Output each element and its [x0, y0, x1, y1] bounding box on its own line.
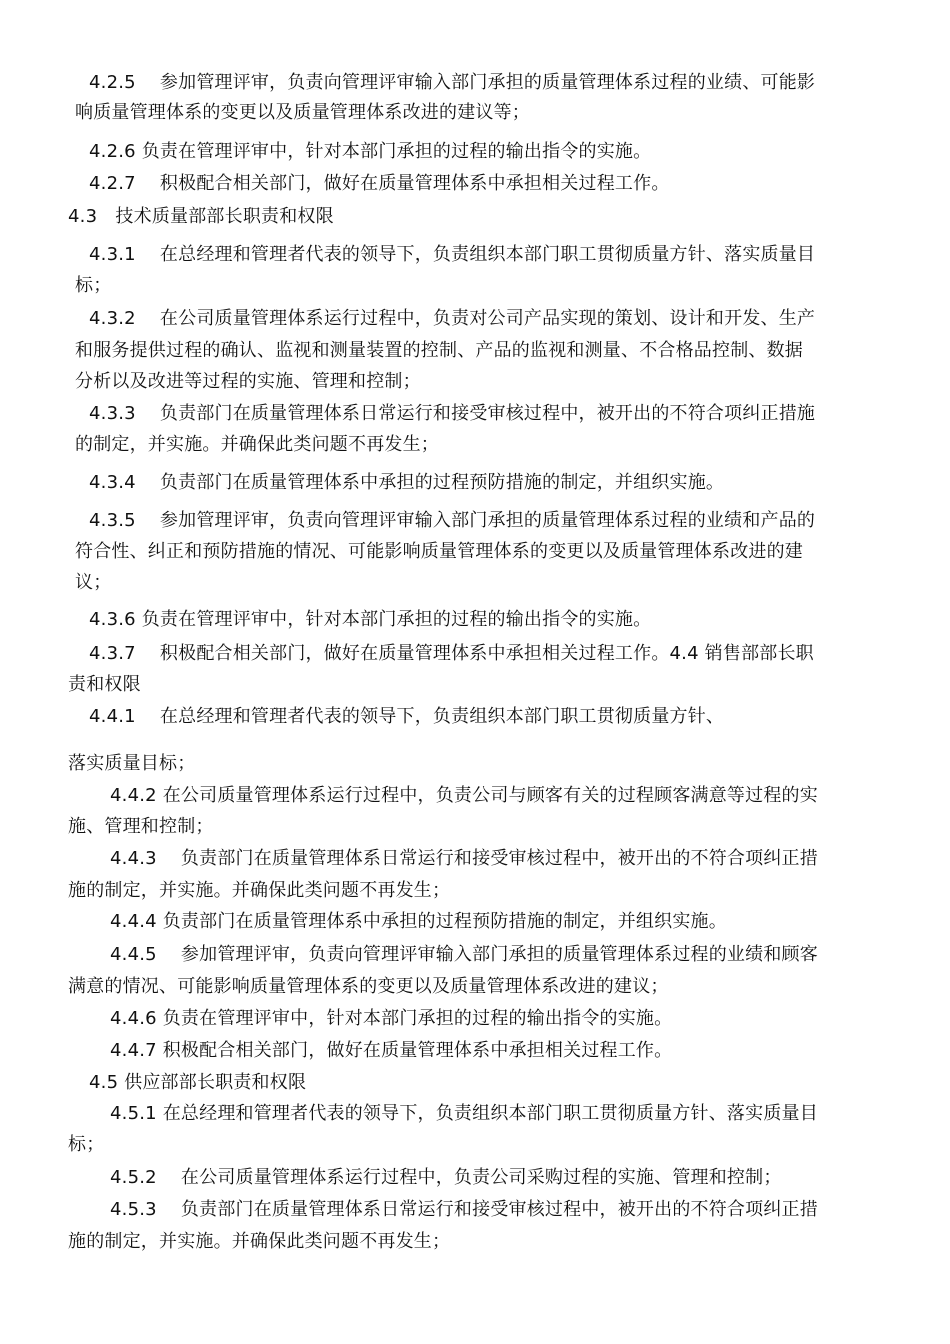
text-line-15: 符合性、纠正和预防措施的情况、可能影响质量管理体系的变更以及质量管理体系改进的建	[75, 541, 803, 562]
text-line-32: 4.5.1 在总经理和管理者代表的领导下，负责组织本部门职工贯彻质量方针、落实质量目	[110, 1103, 818, 1124]
text-line-28: 满意的情况、可能影响质量管理体系的变更以及质量管理体系改进的建议；	[68, 976, 669, 997]
text-line-25: 施的制定，并实施。并确保此类问题不再发生；	[68, 880, 451, 901]
text-line-6: 4.3.1 在总经理和管理者代表的领导下，负责组织本部门职工贯彻质量方针、落实质量目	[89, 244, 816, 265]
text-line-10: 分析以及改进等过程的实施、管理和控制；	[75, 371, 421, 392]
text-line-20: 4.4.1 在总经理和管理者代表的领导下，负责组织本部门职工贯彻质量方针、	[89, 706, 725, 727]
text-line-34: 4.5.2 在公司质量管理体系运行过程中，负责公司采购过程的实施、管理和控制；	[110, 1167, 782, 1188]
text-line-27: 4.4.5 参加管理评审，负责向管理评审输入部门承担的质量管理体系过程的业绩和顾客	[110, 944, 818, 965]
text-line-11: 4.3.3 负责部门在质量管理体系日常运行和接受审核过程中，被开出的不符合项纠正措施	[89, 403, 816, 424]
text-line-19: 责和权限	[68, 674, 141, 695]
text-line-22: 4.4.2 在公司质量管理体系运行过程中，负责公司与顾客有关的过程顾客满意等过程的实	[110, 785, 818, 806]
text-line-12: 的制定，并实施。并确保此类问题不再发生；	[75, 434, 439, 455]
text-line-29: 4.4.6 负责在管理评审中，针对本部门承担的过程的输出指令的实施。	[110, 1008, 673, 1029]
text-line-18: 4.3.7 积极配合相关部门，做好在质量管理体系中承担相关过程工作。4.4 销售部部长职	[89, 643, 814, 664]
text-line-35: 4.5.3 负责部门在质量管理体系日常运行和接受审核过程中，被开出的不符合项纠正措	[110, 1199, 818, 1220]
text-line-7: 标；	[75, 275, 112, 296]
text-line-9: 和服务提供过程的确认、监视和测量装置的控制、产品的监视和测量、不合格品控制、数据	[75, 340, 803, 361]
text-line-23: 施、管理和控制；	[68, 816, 214, 837]
text-line-21: 落实质量目标；	[68, 753, 196, 774]
text-line-17: 4.3.6 负责在管理评审中，针对本部门承担的过程的输出指令的实施。	[89, 609, 652, 630]
text-line-16: 议；	[75, 572, 112, 593]
text-line-33: 标；	[68, 1134, 105, 1155]
text-line-30: 4.4.7 积极配合相关部门，做好在质量管理体系中承担相关过程工作。	[110, 1040, 673, 1061]
section-heading-4-3: 4.3 技术质量部部长职责和权限	[68, 206, 334, 227]
text-line-26: 4.4.4 负责部门在质量管理体系中承担的过程预防措施的制定，并组织实施。	[110, 911, 727, 932]
text-line-8: 4.3.2 在公司质量管理体系运行过程中，负责对公司产品实现的策划、设计和开发、生产	[89, 308, 816, 329]
text-line-14: 4.3.5 参加管理评审，负责向管理评审输入部门承担的质量管理体系过程的业绩和产品的	[89, 510, 816, 531]
text-line-2: 响质量管理体系的变更以及质量管理体系改进的建议等；	[75, 102, 530, 123]
text-line-36: 施的制定，并实施。并确保此类问题不再发生；	[68, 1231, 451, 1252]
text-line-13: 4.3.4 负责部门在质量管理体系中承担的过程预防措施的制定，并组织实施。	[89, 472, 725, 493]
text-line-4: 4.2.7 积极配合相关部门，做好在质量管理体系中承担相关过程工作。	[89, 173, 670, 194]
text-line-24: 4.4.3 负责部门在质量管理体系日常运行和接受审核过程中，被开出的不符合项纠正措	[110, 848, 818, 869]
text-line-3: 4.2.6 负责在管理评审中，针对本部门承担的过程的输出指令的实施。	[89, 141, 652, 162]
text-line-1: 4.2.5 参加管理评审，负责向管理评审输入部门承担的质量管理体系过程的业绩、可能影	[89, 72, 816, 93]
section-heading-4-5: 4.5 供应部部长职责和权限	[89, 1072, 307, 1093]
